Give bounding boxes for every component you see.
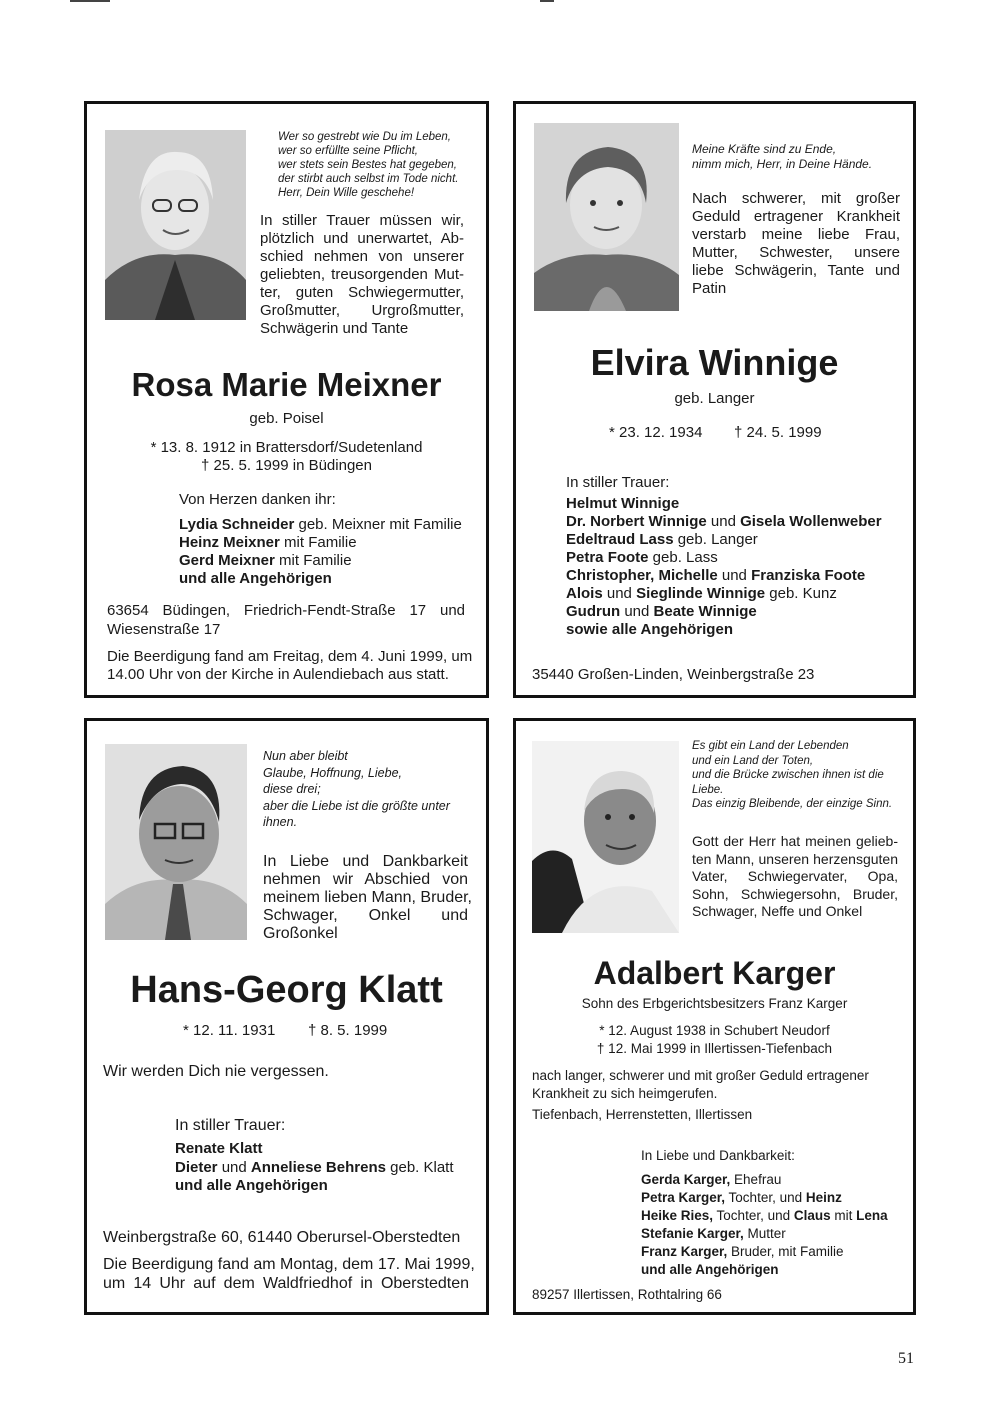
- verse-line: Wer so gestrebt wie Du im Leben,: [278, 131, 452, 143]
- intro-text: [692, 833, 898, 921]
- address: 35440 Großen-Linden, Weinbergstraße 23: [532, 666, 815, 683]
- funeral-info: [107, 648, 473, 684]
- intro-line: Schwägerin und Tante: [260, 320, 409, 337]
- page-number: 51: [898, 1350, 914, 1367]
- verse: [278, 130, 468, 200]
- intro-line: Großonkel: [263, 925, 338, 942]
- verse-line: diese drei;: [263, 782, 321, 796]
- funeral-line: 14.00 Uhr von der Kirche in Aulendiebach aus statt.: [107, 666, 449, 683]
- verse-line: der stirbt auch selbst im Tode nicht.: [278, 173, 459, 185]
- mourner-line: Dr. Norbert Winnige und Gisela Wollenweber: [566, 513, 882, 530]
- mourner-line: Gudrun und Beate Winnige: [566, 603, 757, 620]
- mourner-line: sowie alle Angehörigen: [566, 621, 733, 638]
- intro-line: liebe Schwägerin, Tante und: [692, 262, 900, 279]
- portrait-icon: [534, 123, 679, 311]
- subtitle: Sohn des Erbgerichtsbesitzers Franz Karger: [581, 996, 848, 1011]
- closing-line: Wir werden Dich nie vergessen.: [103, 1063, 329, 1080]
- portrait-icon: [105, 130, 246, 320]
- maiden-name: geb. Poisel: [249, 410, 324, 427]
- deceased-name: Hans-Georg Klatt: [130, 969, 443, 1011]
- verse: [692, 739, 904, 812]
- mourners-list: [566, 495, 882, 639]
- address-line: Wiesenstraße 17: [107, 621, 221, 638]
- intro-text: [260, 212, 464, 338]
- address: 89257 Illertissen, Rothtalring 66: [532, 1287, 722, 1302]
- thanks-heading: Von Herzen danken ihr:: [179, 491, 336, 508]
- mourner-line: und alle Angehörigen: [641, 1262, 779, 1277]
- verse-line: Das einzig Bleibende, der einzige Sinn.: [692, 798, 893, 810]
- thanks-heading: In Liebe und Dankbarkeit:: [641, 1148, 795, 1163]
- intro-line: Vater, Schwiegervater, Opa,: [692, 868, 898, 884]
- death-date: † 24. 5. 1999: [734, 424, 822, 441]
- text-line: Krankheit zu sich heimgerufen.: [532, 1086, 718, 1101]
- funeral-info: [103, 1255, 475, 1293]
- verse-line: Liebe.: [692, 783, 724, 796]
- obituary-meixner: [84, 101, 489, 698]
- mourner-line: Heinz Meixner mit Familie: [179, 534, 357, 551]
- intro-line: Gott der Herr hat meinen gelieb-: [692, 833, 898, 849]
- intro-text: [692, 190, 900, 298]
- verse-line: Nun aber bleibt: [263, 749, 348, 763]
- mourners-list: [175, 1140, 454, 1196]
- funeral-line: Die Beerdigung fand am Freitag, dem 4. Juni 1999, um: [107, 648, 473, 665]
- address: Weinbergstraße 60, 61440 Oberursel-Oberstedten: [103, 1229, 461, 1246]
- intro-line: Geduld ertragener Krankheit: [692, 208, 900, 225]
- mourner-line: Dieter und Anneliese Behrens geb. Klatt: [175, 1158, 454, 1176]
- mourning-heading: In stiller Trauer:: [175, 1117, 286, 1134]
- death-date: † 25. 5. 1999 in Büdingen: [201, 457, 372, 474]
- life-dates: [87, 439, 486, 475]
- portrait-icon: [532, 741, 679, 933]
- birth-date: * 13. 8. 1912 in Brattersdorf/Sudetenland: [150, 439, 423, 456]
- mourner-line: Gerda Karger, Ehefrau: [641, 1172, 782, 1187]
- mourners-list: [641, 1171, 888, 1279]
- intro-line: In stiller Trauer müssen wir,: [260, 212, 464, 229]
- deceased-name: Elvira Winnige: [590, 342, 839, 383]
- intro-line: ter, guten Schwiegermutter,: [260, 284, 464, 301]
- intro-line: Schwager, Onkel und: [263, 907, 468, 924]
- verse-line: nimm mich, Herr, in Deine Hände.: [692, 157, 873, 171]
- portrait-photo: [532, 741, 679, 933]
- funeral-line: Die Beerdigung fand am Montag, dem 17. Mai 1999,: [103, 1256, 475, 1273]
- text-line: nach langer, schwerer und mit großer Geduld ertragener: [532, 1068, 869, 1083]
- verse-line: und die Brücke zwischen ihnen ist die: [692, 769, 884, 781]
- verse-line: und ein Land der Toten,: [692, 754, 814, 767]
- funeral-line: um 14 Uhr auf dem Waldfriedhof in Oberstedten: [103, 1275, 469, 1292]
- mourning-heading: In stiller Trauer:: [566, 474, 670, 491]
- mourner-line: Petra Foote geb. Lass: [566, 549, 718, 566]
- death-text: [532, 1067, 904, 1103]
- deceased-name: Adalbert Karger: [593, 955, 836, 991]
- intro-line: nehmen wir Abschied von: [263, 871, 468, 888]
- intro-line: Großmutter, Urgroßmutter,: [260, 302, 464, 319]
- intro-line: geliebten, treusorgenden Mut-: [260, 266, 464, 283]
- verse-line: aber die Liebe ist die größte unter: [263, 798, 450, 813]
- mourner-line: Stefanie Karger, Mutter: [641, 1226, 786, 1241]
- verse: [692, 142, 902, 172]
- mourner-line: Heike Ries, Tochter, und Claus mit Lena: [641, 1208, 888, 1223]
- address: [107, 601, 465, 639]
- birth-date: * 12. 11. 1931: [183, 1022, 276, 1039]
- verse-line: Herr, Dein Wille geschehe!: [278, 187, 415, 199]
- verse-line: Es gibt ein Land der Lebenden: [692, 740, 849, 752]
- obituary-karger: [513, 718, 916, 1315]
- death-date: † 8. 5. 1999: [308, 1022, 388, 1039]
- intro-line: Patin: [692, 280, 727, 297]
- intro-line: Sohn, Schwiegersohn, Bruder,: [692, 885, 898, 902]
- mourner-line: Edeltraud Lass geb. Langer: [566, 531, 758, 548]
- life-dates: [516, 1022, 913, 1058]
- mourner-line: Petra Karger, Tochter, und Heinz: [641, 1190, 842, 1205]
- intro-line: schied nehmen von unserer: [260, 248, 464, 265]
- mourner-line: und alle Angehörigen: [179, 570, 332, 587]
- intro-line: Nach schwerer, mit großer: [692, 190, 900, 207]
- places: Tiefenbach, Herrenstetten, Illertissen: [532, 1107, 753, 1122]
- maiden-name: geb. Langer: [674, 390, 755, 407]
- mourner-line: Gerd Meixner mit Familie: [179, 552, 352, 569]
- mourner-line: Lydia Schneider geb. Meixner mit Familie: [179, 516, 462, 533]
- intro-line: verstarb meine liebe Frau,: [692, 226, 900, 243]
- mourner-line: Renate Klatt: [175, 1140, 263, 1157]
- verse-line: wer stets sein Bestes hat gegeben,: [278, 159, 457, 171]
- mourner-line: Franz Karger, Bruder, mit Familie: [641, 1244, 844, 1259]
- verse: [263, 748, 473, 831]
- death-date: † 12. Mai 1999 in Illertissen-Tiefenbach: [596, 1041, 833, 1056]
- obituary-klatt: [84, 718, 489, 1315]
- portrait-photo: [534, 123, 679, 311]
- scan-mark: [70, 0, 110, 2]
- intro-line: In Liebe und Dankbarkeit: [263, 853, 468, 870]
- intro-line: meinem lieben Mann, Bruder,: [263, 889, 472, 906]
- portrait-photo: [105, 130, 246, 320]
- verse-line: Glaube, Hoffnung, Liebe,: [263, 765, 402, 780]
- address-line: 63654 Büdingen, Friedrich-Fendt-Straße 17 und: [107, 602, 465, 619]
- mourner-line: Helmut Winnige: [566, 495, 680, 512]
- mourners-list: [179, 516, 462, 588]
- birth-date: * 12. August 1938 in Schubert Neudorf: [599, 1023, 830, 1038]
- verse-line: ihnen.: [263, 815, 298, 829]
- verse-line: wer so erfüllte seine Pflicht,: [278, 145, 418, 157]
- verse-line: Meine Kräfte sind zu Ende,: [692, 142, 837, 156]
- obituary-winnige: [513, 101, 916, 698]
- mourner-line: Alois und Sieglinde Winnige geb. Kunz: [566, 585, 837, 602]
- intro-line: Mutter, Schwester, unsere: [692, 244, 900, 261]
- mourner-line: Christopher, Michelle und Franziska Foote: [566, 567, 866, 584]
- intro-text: [263, 853, 472, 943]
- birth-date: * 23. 12. 1934: [609, 424, 703, 441]
- intro-line: Schwager, Neffe und Onkel: [692, 903, 863, 919]
- intro-line: plötzlich und unerwartet, Ab-: [260, 230, 464, 247]
- deceased-name: Rosa Marie Meixner: [131, 366, 442, 403]
- scan-mark: [540, 0, 554, 2]
- intro-line: ten Mann, unseren herzensguten: [692, 850, 898, 867]
- portrait-photo: [105, 744, 247, 940]
- portrait-icon: [105, 744, 247, 940]
- mourner-line: und alle Angehörigen: [175, 1177, 328, 1194]
